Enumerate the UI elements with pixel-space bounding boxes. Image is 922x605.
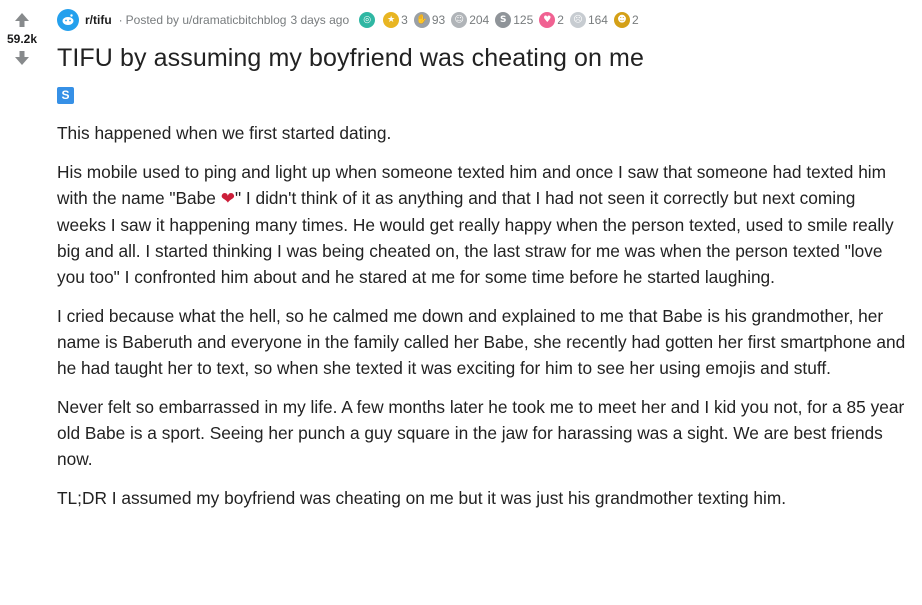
paragraph: Never felt so embarrassed in my life. A few months later he took me to meet her and I kid you not, for a 85 year old Babe is a sport. Seeing her punch a guy square in the jaw for harassing was a sight. We are best friends now. xyxy=(57,397,905,469)
award[interactable] xyxy=(570,12,608,28)
silver-coin-award-icon: S xyxy=(495,12,511,28)
gold-star-award-icon: ★ xyxy=(383,12,399,28)
post-title[interactable]: TIFU by assuming my boyfriend was cheating on me xyxy=(57,44,644,72)
post xyxy=(57,8,907,524)
facepalm-award-icon: ☹ xyxy=(570,12,586,28)
award[interactable] xyxy=(451,12,489,28)
upvote-arrow-icon[interactable] xyxy=(12,10,32,30)
heart-award-icon: ♥ xyxy=(539,12,555,28)
paragraph: TL;DR I assumed my boyfriend was cheating on me but it was just his grandmother texting him. xyxy=(57,488,787,508)
awards-list[interactable] xyxy=(359,12,645,28)
award[interactable] xyxy=(539,12,564,28)
bubble-award-icon: ◎ xyxy=(359,12,375,28)
posted-by[interactable]: Posted by u/dramaticbitchblog xyxy=(125,13,287,27)
award[interactable] xyxy=(495,12,533,28)
post-body xyxy=(57,120,907,511)
wholesome-award-icon: ☺ xyxy=(451,12,467,28)
post-meta xyxy=(57,8,907,32)
award[interactable] xyxy=(383,12,408,28)
subreddit-link[interactable]: r/tifu xyxy=(85,13,112,27)
paragraph xyxy=(57,159,907,290)
award-count: 2 xyxy=(631,13,639,27)
paragraph: I cried because what the hell, so he calmed me down and explained to me that Babe is his grandmother, her name is Baberuth and everyone in the family called her Babe, she recently had gotten her first smartphone and he had taught her to text, so when she texted it was exciting for him to see her using emojis and stuff. xyxy=(57,306,906,378)
vote-column xyxy=(0,0,44,68)
award-count: 2 xyxy=(557,13,564,27)
award-count: 3 xyxy=(401,13,408,27)
award-count: 93 xyxy=(431,13,446,27)
meta-separator: · xyxy=(118,13,123,27)
award-count: 204 xyxy=(469,13,490,27)
gold-face-award-icon: ☻ xyxy=(614,12,630,28)
award-count: 125 xyxy=(513,13,534,27)
reddit-alien-icon xyxy=(61,13,75,27)
paragraph-text: His mobile used to ping and light up when someone texted him and once I saw that someone had texted him with the name "Babe xyxy=(57,162,887,208)
helpful-award-icon: ✋ xyxy=(414,12,430,28)
post-flair[interactable]: S xyxy=(57,87,74,104)
heart-emoji-icon: ❤ xyxy=(220,189,235,208)
post-time[interactable]: 3 days ago xyxy=(290,13,350,27)
paragraph-text: " I didn't think of it as anything and that I had not seen it correctly but next coming weeks I saw it happening many times. He would get really happy when the person texted, used to smile really big and all. I started thinking I was being cheated on, the last straw for me was when the person texted "love you too" I confronted him about and he stared at me for some time before he started laughing. xyxy=(57,188,894,287)
award[interactable] xyxy=(359,12,377,28)
award[interactable] xyxy=(414,12,445,28)
award-count: 164 xyxy=(587,13,608,27)
subreddit-icon[interactable] xyxy=(57,9,79,31)
vote-score: 59.2k xyxy=(6,32,38,46)
paragraph: This happened when we first started dating. xyxy=(57,123,392,143)
award[interactable] xyxy=(614,12,639,28)
downvote-arrow-icon[interactable] xyxy=(12,48,32,68)
